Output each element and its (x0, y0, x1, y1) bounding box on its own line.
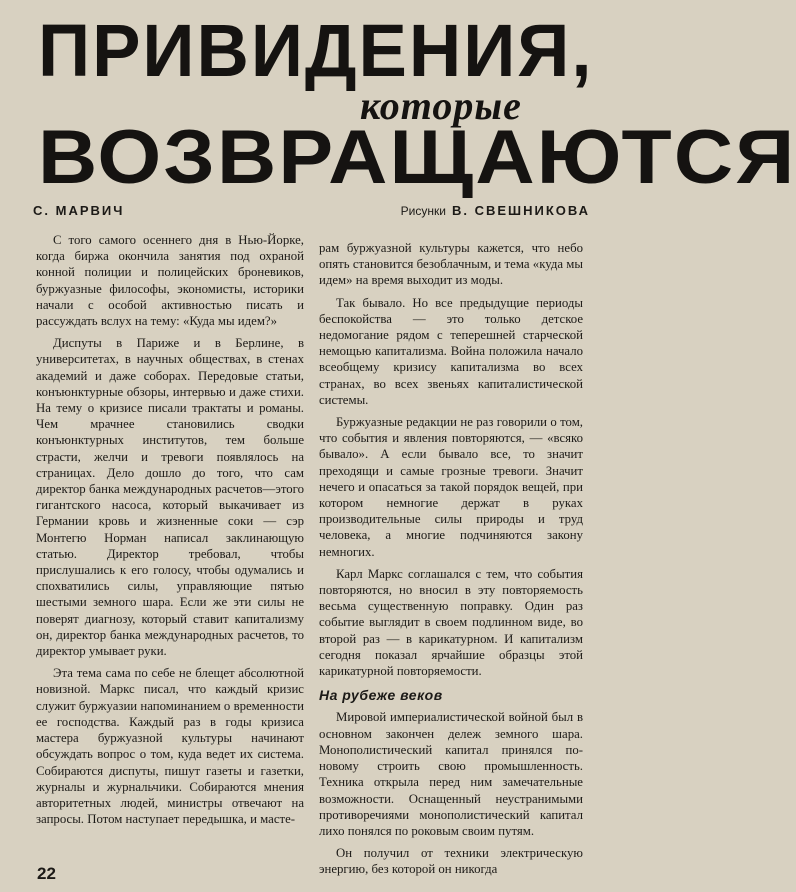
author-name: С. МАРВИЧ (33, 203, 125, 218)
paragraph: Диспуты в Париже и в Берлине, в университетах, в научных обществах, в стенах академий и даже соборах. Передовые статьи, конъюнктурные обзоры, интервью и даже стихи. На тему о кризисе писали трактаты и романы. Чем мрачнее становились сводки конъюнктурных институтов, тем больше страсти, желчи и тревоги появлялось на страницах. Дело дошло до того, что сам директор банка международных расчетов—этого гигантского насоса, который выкачивает из Германии кровь и жизненные соки — сэр Монтегю Норман написал заклинающую статью. Директор требовал, чтобы прислушались к его голосу, чтобы одумались и спохватились силы, управляющие пятью шестыми земного шара. Если же эти силы не поверят диагнозу, который ставит капитализму он, директор банка международных расчетов, то директор умывает руки. (36, 336, 304, 659)
left-column (36, 232, 304, 833)
headline-line-3: ВОЗВРАЩАЮТСЯ (38, 115, 796, 200)
paragraph: Так бывало. Но все предыдущие периоды беспокойства — это только детское недомогание рядом с теперешней старческой немощью капитализма. Война положила начало всеобщему кризису капитализма во всех странах, во всех звеньях капиталистической системы. (319, 295, 583, 407)
illustrations-label: Рисунки (400, 204, 446, 218)
paragraph: Карл Маркс соглашался с тем, что события повторяются, но вносил в эту повторяемость весьма существенную поправку. Один раз событие выглядит в своем подлинном виде, во второй раз — в карикатурном. И капитализм сегодня показал ярчайшие образцы этой карикатурной повторяемости. (319, 566, 583, 679)
illustrator-credit (401, 203, 590, 218)
paragraph: С того самого осеннего дня в Нью-Йорке, когда биржа окончила занятия под охраной конной полиции и полицейских броневиков, буржуазные философы, экономисты, историки начали с особой активностью писать и рассуждать вслух на тему: «Куда мы идем?» (36, 233, 304, 329)
paragraph: Мировой империалистической войной был в основном закончен дележ земного шара. Монополистический капитал принялся по-новому строить свою промышленность. Техника открыла перед ним замечательные возможности. Оснащенный неустранимыми противоречиями монополистический капитал лихо понялся по роковым своим путям. (319, 710, 583, 838)
page-number: 22 (37, 864, 56, 883)
paragraph: Он получил от техники электрическую энергию, без которой он никогда (319, 846, 583, 877)
right-column (319, 240, 583, 884)
paragraph-continuation: рам буржуазной культуры кажется, что небо опять становится безоблачным, и тема «куда мы идем» на время выходит из моды. (319, 241, 583, 288)
headline-line-2: которые (360, 83, 522, 128)
paragraph: Буржуазные редакции не раз говорили о том, что события и явления повторяются, — «всяко бывало». А если бывало все, то значит преходящи и самые грозные тревоги. Значит нечего и опасаться за такой порядок вещей, при котором немногие держат в руках производительные силы природы и труд человека, а многие подчиняются закону немногих. (319, 415, 583, 559)
section-subheading: На рубеже веков (319, 687, 443, 704)
paragraph: Эта тема сама по себе не блещет абсолютной новизной. Маркс писал, что каждый кризис служит буржуазии напоминанием о временности ее господства. Каждый раз в годы кризиса мастера буржуазной культуры начинают обсуждать вопрос о том, куда ведет их система. Собираются диспуты, пишут газеты и газетки, журналы и журнальчики. Собираются мнения авторитетных людей, министры отвечают на запросы. Потом наступает передышка, и масте- (36, 666, 304, 827)
byline (0, 203, 600, 219)
illustrator-name: В. СВЕШНИКОВА (451, 203, 590, 218)
headline-line-1: ПРИВИДЕНИЯ, (38, 9, 594, 92)
